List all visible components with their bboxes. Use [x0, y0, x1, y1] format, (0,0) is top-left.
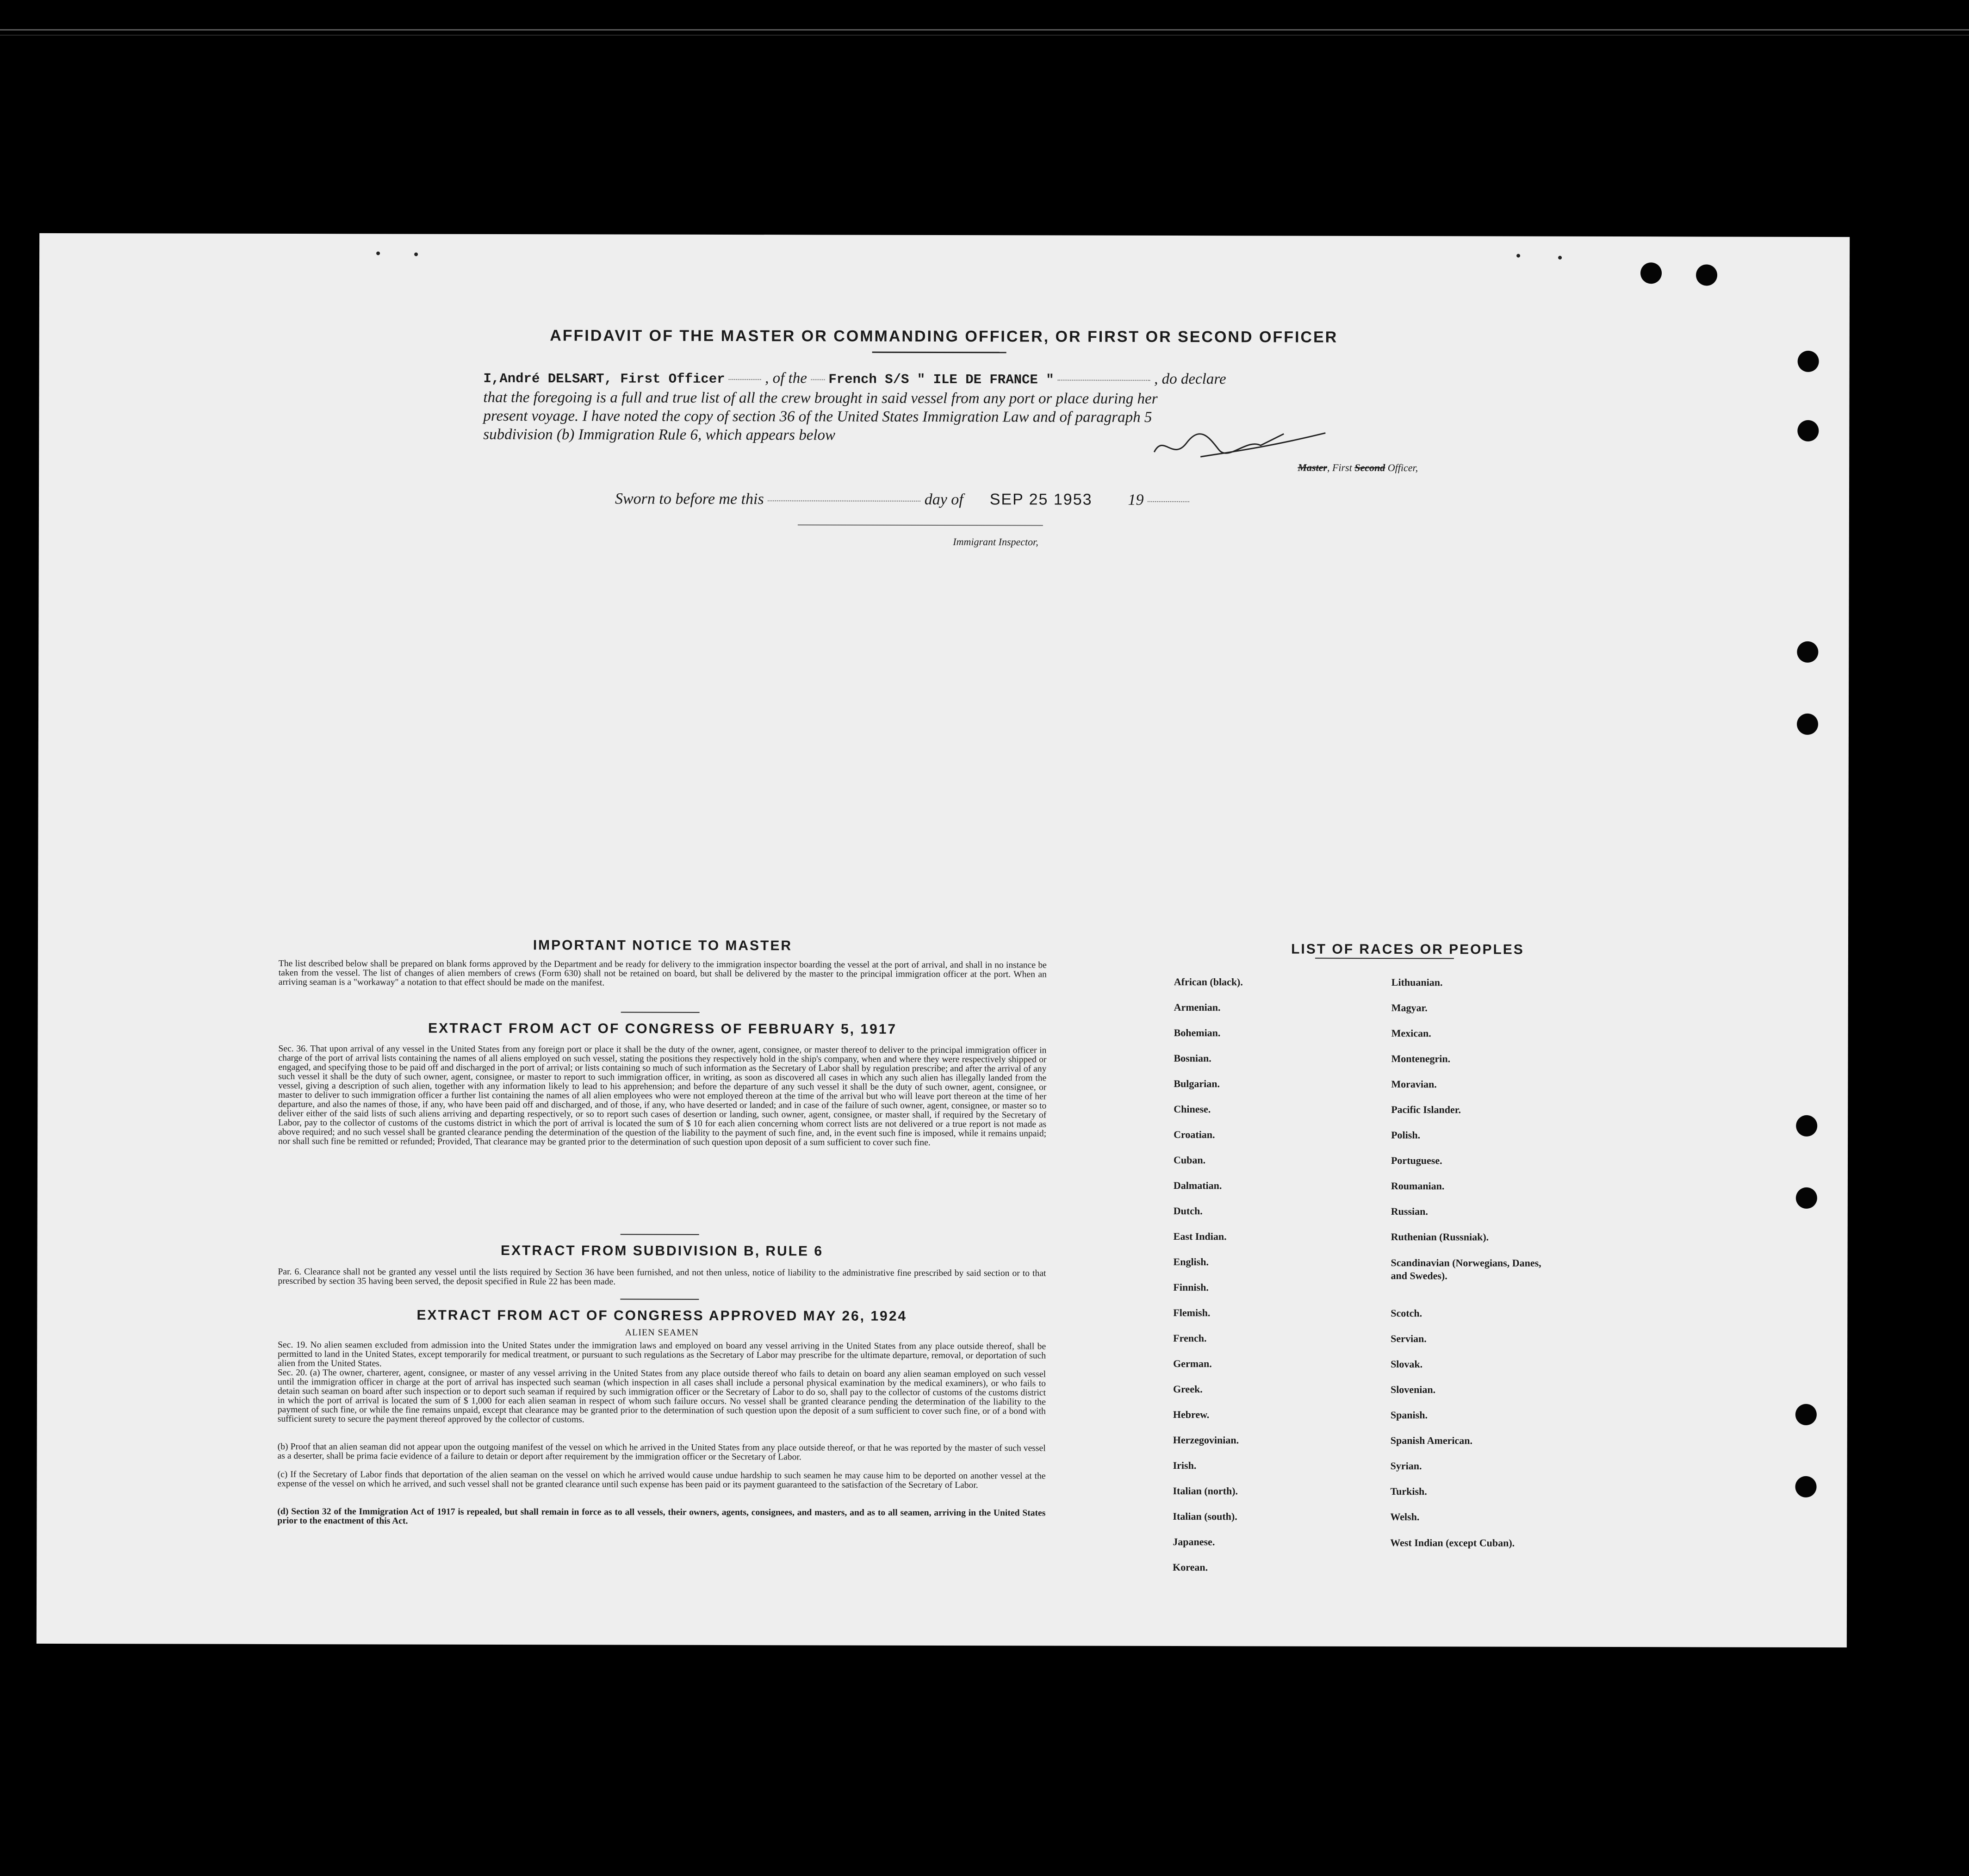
alien-seamen-subtitle: ALIEN SEAMEN: [625, 1327, 699, 1338]
race-left: Italian (north).: [1173, 1485, 1238, 1497]
race-left: Dutch.: [1173, 1205, 1203, 1217]
race-left: Armenian.: [1174, 1001, 1221, 1013]
race-right: Portuguese.: [1391, 1155, 1442, 1167]
sec20a-body: Sec. 20. (a) The owner, charterer, agent, consignee, or master of any vessel arriving in the United States from any place outside thereof who fails to detain on board any alien seaman employed on such vessel until the immigration officer in charge at the port of arrival has inspected such seaman (which inspection in all cases shall include a personal physical examination by the medical examiners), or who fails to detain such seaman on board after such inspection or to deport such seaman if required by such immigration officer or the Secretary of Labor to do so, shall pay to the collector of customs of the customs district in which the port of arrival is located the sum of $ 1,000 for each alien seaman in respect of whom such failure occurs. No vessel shall be granted clearance pending the determination of the liability to the payment of such fine, or while the fine remains unpaid, except that clearance may be granted prior to the determination of such question upon the deposit of a sum sufficient to cover such fine, or of a bond with sufficient surety to secure the payment thereof approved by the collector of customs.: [277, 1367, 1046, 1425]
race-left: Flemish.: [1173, 1307, 1211, 1319]
speck-mark: [376, 251, 380, 255]
binder-hole: [1796, 1187, 1817, 1209]
race-right: Montenegrin.: [1391, 1053, 1451, 1065]
race-right: West Indian (except Cuban).: [1390, 1537, 1515, 1549]
race-left: Korean.: [1173, 1561, 1208, 1573]
sec19-body: Sec. 19. No alien seamen excluded from admission into the United States under the immigration laws and employed on board any vessel arriving in the United States from any place outside thereof, shall be permitted to land in the United States, except temporarily for medical treatment, or pursuant to such regulations as the Secretary of Labor may prescribe for the ultimate departure, removal, or deportation of such alien from the United States.: [278, 1340, 1046, 1369]
race-left: East Indian.: [1173, 1230, 1227, 1242]
race-left: Bosnian.: [1174, 1052, 1211, 1064]
races-title: LIST OF RACES OR PEOPLES: [1291, 941, 1524, 957]
title-underline: [872, 352, 1006, 354]
race-right: Pacific Islander.: [1391, 1104, 1461, 1116]
race-left: Cuban.: [1173, 1154, 1206, 1166]
binder-hole: [1797, 641, 1818, 663]
officer-word: Officer,: [1387, 462, 1418, 474]
speck-mark: [1516, 254, 1520, 258]
sworn-text: Sworn to before me this: [615, 490, 764, 508]
race-left: African (black).: [1174, 976, 1243, 988]
race-right: Scotch.: [1391, 1307, 1422, 1319]
declaration-line-1: [483, 368, 1418, 390]
day-of-text: day of: [924, 491, 963, 509]
race-left: Italian (south).: [1173, 1510, 1237, 1522]
notice-title: IMPORTANT NOTICE TO MASTER: [533, 938, 793, 954]
race-left: French.: [1173, 1332, 1207, 1344]
divider: [621, 1234, 699, 1235]
race-right: Polish.: [1391, 1129, 1421, 1141]
race-left: Bulgarian.: [1174, 1078, 1220, 1090]
do-declare-text: , do declare: [1154, 370, 1226, 388]
binder-hole: [1798, 351, 1819, 372]
divider: [620, 1299, 699, 1300]
speck-mark: [414, 253, 418, 256]
vessel-name: French S/S " ILE DE FRANCE ": [828, 372, 1054, 388]
film-edge-line-lower: [0, 35, 1969, 36]
extract-1917-title: EXTRACT FROM ACT OF CONGRESS OF FEBRUARY 5, 1917: [428, 1020, 897, 1037]
inspector-label: Immigrant Inspector,: [953, 536, 1038, 548]
sworn-line: [615, 490, 1263, 509]
race-right: Spanish American.: [1390, 1435, 1473, 1447]
race-right: Moravian.: [1391, 1078, 1437, 1090]
race-left: Greek.: [1173, 1383, 1203, 1395]
blank-line: [729, 379, 761, 380]
race-right: Spanish.: [1390, 1409, 1428, 1421]
race-right: Syrian.: [1390, 1460, 1422, 1472]
affidavit-title: AFFIDAVIT OF THE MASTER OR COMMANDING OFFICER, OR FIRST OR SECOND OFFICER: [550, 327, 1338, 346]
extract-1917-body: Sec. 36. That upon arrival of any vessel in the United States from any foreign port or place it shall be the duty of the owner, agent, consignee, or master thereof to deliver to the principal immigration officer in charge of the port of arrival lists containing the names of all aliens employed on such vessel, stating the positions they respectively hold in the ship's company, when and where they were respectively shipped or engaged, and specifying those to be paid off and discharged in the port of arrival; or lists containing so much of such information as the Secretary of Labor shall by regulation prescribe; and after the arrival of any such vessel it shall be the duty of such owner, agent, consignee, or master to report to such immigration officer, in writing, as soon as discovered all cases in which any such alien has illegally landed from the vessel, giving a description of such alien, together with any information likely to lead to his apprehension; and before the departure of any such vessel it shall be the duty of such owner, agent, consignee, or master to deliver to such immigration officer a further list containing the names of all alien employees who were not employed thereon at the time of the arrival but who will leave port thereon at the time of her departure, and also the names of those, if any, who have been paid off and discharged, and of those, if any, who have deserted or landed; and in case of the failure of such owner, agent, consignee, or master so to deliver either of the said lists of such aliens arriving and departing respectively, or so to report such cases of desertion or landing, such owner, agent, consignee, or master shall, if required by the Secretary of Labor, pay to the collector of customs of the customs district in which the port of arrival is located the sum of $ 10 for each alien concerning whom correct lists are not delivered or a true report is not made as above required; and no such vessel shall be granted clearance pending the determination of the question of the liability to the payment of such fine, and, in the event such fine is imposed, while it remains unpaid; nor shall such fine be remitted or refunded; Provided, That clearance may be granted prior to the determination of such question upon deposit of a sum sufficient to cover such fine.: [278, 1044, 1047, 1148]
race-right: Roumanian.: [1391, 1180, 1445, 1192]
binder-hole: [1795, 1404, 1817, 1425]
officer-first: , First: [1327, 461, 1352, 473]
race-right: Slovenian.: [1390, 1384, 1436, 1396]
race-left: Croatian.: [1174, 1129, 1215, 1141]
notice-body: The list described below shall be prepared on blank forms approved by the Department and be ready for delivery to the immigration inspector boarding the vessel at the port of arrival, and shall in no instance be taken from the vessel. The list of changes of alien members of crews (Form 630) shall not be retained on board, but shall be delivered by the master to the principal immigration officer at the port. When an arriving seaman is a "workaway" a notation to that effect should be made on the manifest.: [278, 958, 1047, 988]
race-left: Chinese.: [1174, 1103, 1211, 1115]
race-right: Servian.: [1391, 1333, 1427, 1345]
race-right: Scandinavian (Norwegians, Danes, and Swedes).: [1391, 1257, 1541, 1282]
race-left: English.: [1173, 1256, 1209, 1268]
declaration-line-4: subdivision (b) Immigration Rule 6, which appears below: [483, 426, 836, 444]
declaration-line-2: that the foregoing is a full and true list of all the crew brought in said vessel from any port or place during her: [483, 389, 1158, 407]
race-right: Russian.: [1391, 1205, 1428, 1218]
race-left: Dalmatian.: [1173, 1180, 1222, 1192]
sec20c-body: (c) If the Secretary of Labor finds that deportation of the alien seaman on the vessel on which he arrived would cause undue hardship to such seamen he may cause him to be deported on another vessel at the expense of the vessel on which he arrived, and such vessel shall not be granted clearance until such expense has been paid or its payment guaranteed to the satisfaction of the Secretary of Labor.: [277, 1469, 1046, 1491]
binder-hole: [1640, 262, 1662, 284]
extract-rule6-body: Par. 6. Clearance shall not be granted any vessel until the lists required by Section 36 have been furnished, and not then unless, notice of liability to the administrative fine prescribed by said section or to that prescribed by section 35 having been served, the deposit specified in Rule 22 has been made.: [278, 1267, 1046, 1287]
race-left: Japanese.: [1173, 1536, 1215, 1548]
blank-line: [811, 379, 825, 380]
race-left: Bohemian.: [1174, 1027, 1221, 1039]
year-prefix: 19: [1128, 491, 1144, 509]
inspector-signature-line: [798, 524, 1043, 526]
race-left: Hebrew.: [1173, 1409, 1210, 1421]
divider: [621, 1012, 700, 1013]
of-the-text: , of the: [765, 370, 807, 387]
divider: [1315, 958, 1454, 959]
extract-1924-title: EXTRACT FROM ACT OF CONGRESS APPROVED MAY 26, 1924: [416, 1307, 907, 1324]
blank-line: [1148, 501, 1189, 502]
sec20b-body: (b) Proof that an alien seaman did not appear upon the outgoing manifest of the vessel on which he arrived in the United States from any place outside thereof, or that he was reported by the master of such vessel as a deserter, shall be prima facie evidence of a failure to detain or deport after requirement by the immigration officer or the Secretary of Labor.: [277, 1441, 1046, 1462]
race-right: Welsh.: [1390, 1511, 1420, 1523]
binder-hole: [1797, 420, 1819, 441]
binder-hole: [1796, 1115, 1817, 1137]
film-edge-line: [0, 29, 1969, 31]
binder-hole: [1795, 1476, 1816, 1497]
struck-second: Second: [1354, 461, 1385, 473]
date-stamp: SEP 25 1953: [989, 491, 1093, 509]
race-left: Irish.: [1173, 1460, 1197, 1472]
binder-hole: [1696, 264, 1717, 286]
race-right: Turkish.: [1390, 1485, 1427, 1497]
blank-line: [768, 500, 920, 502]
race-right: Lithuanian.: [1391, 976, 1443, 988]
declarant-name: I,André DELSART, First Officer: [483, 371, 725, 387]
declaration-line-3: present voyage. I have noted the copy of section 36 of the United States Immigration Law and of paragraph 5: [483, 407, 1152, 426]
race-left: Finnish.: [1173, 1281, 1209, 1293]
extract-rule6-title: EXTRACT FROM SUBDIVISION B, RULE 6: [501, 1242, 824, 1259]
race-right: Slovak.: [1391, 1358, 1423, 1370]
blank-line: [1058, 379, 1150, 380]
race-right: Magyar.: [1391, 1002, 1428, 1014]
binder-hole: [1797, 714, 1818, 735]
speck-mark: [1558, 256, 1562, 260]
race-right: Mexican.: [1391, 1027, 1431, 1039]
race-left: German.: [1173, 1358, 1212, 1370]
struck-master: Master: [1298, 461, 1327, 473]
sec20d-body: (d) Section 32 of the Immigration Act of 1917 is repealed, but shall remain in force as to all vessels, their owners, agents, consignees, and masters, and as to all seamen, arriving in the United States prior to the enactment of this Act.: [277, 1506, 1046, 1526]
race-right: Ruthenian (Russniak).: [1391, 1231, 1489, 1243]
officer-title-line: [1210, 461, 1418, 474]
document-sheet: [37, 233, 1850, 1647]
race-left: Herzegovinian.: [1173, 1434, 1239, 1446]
